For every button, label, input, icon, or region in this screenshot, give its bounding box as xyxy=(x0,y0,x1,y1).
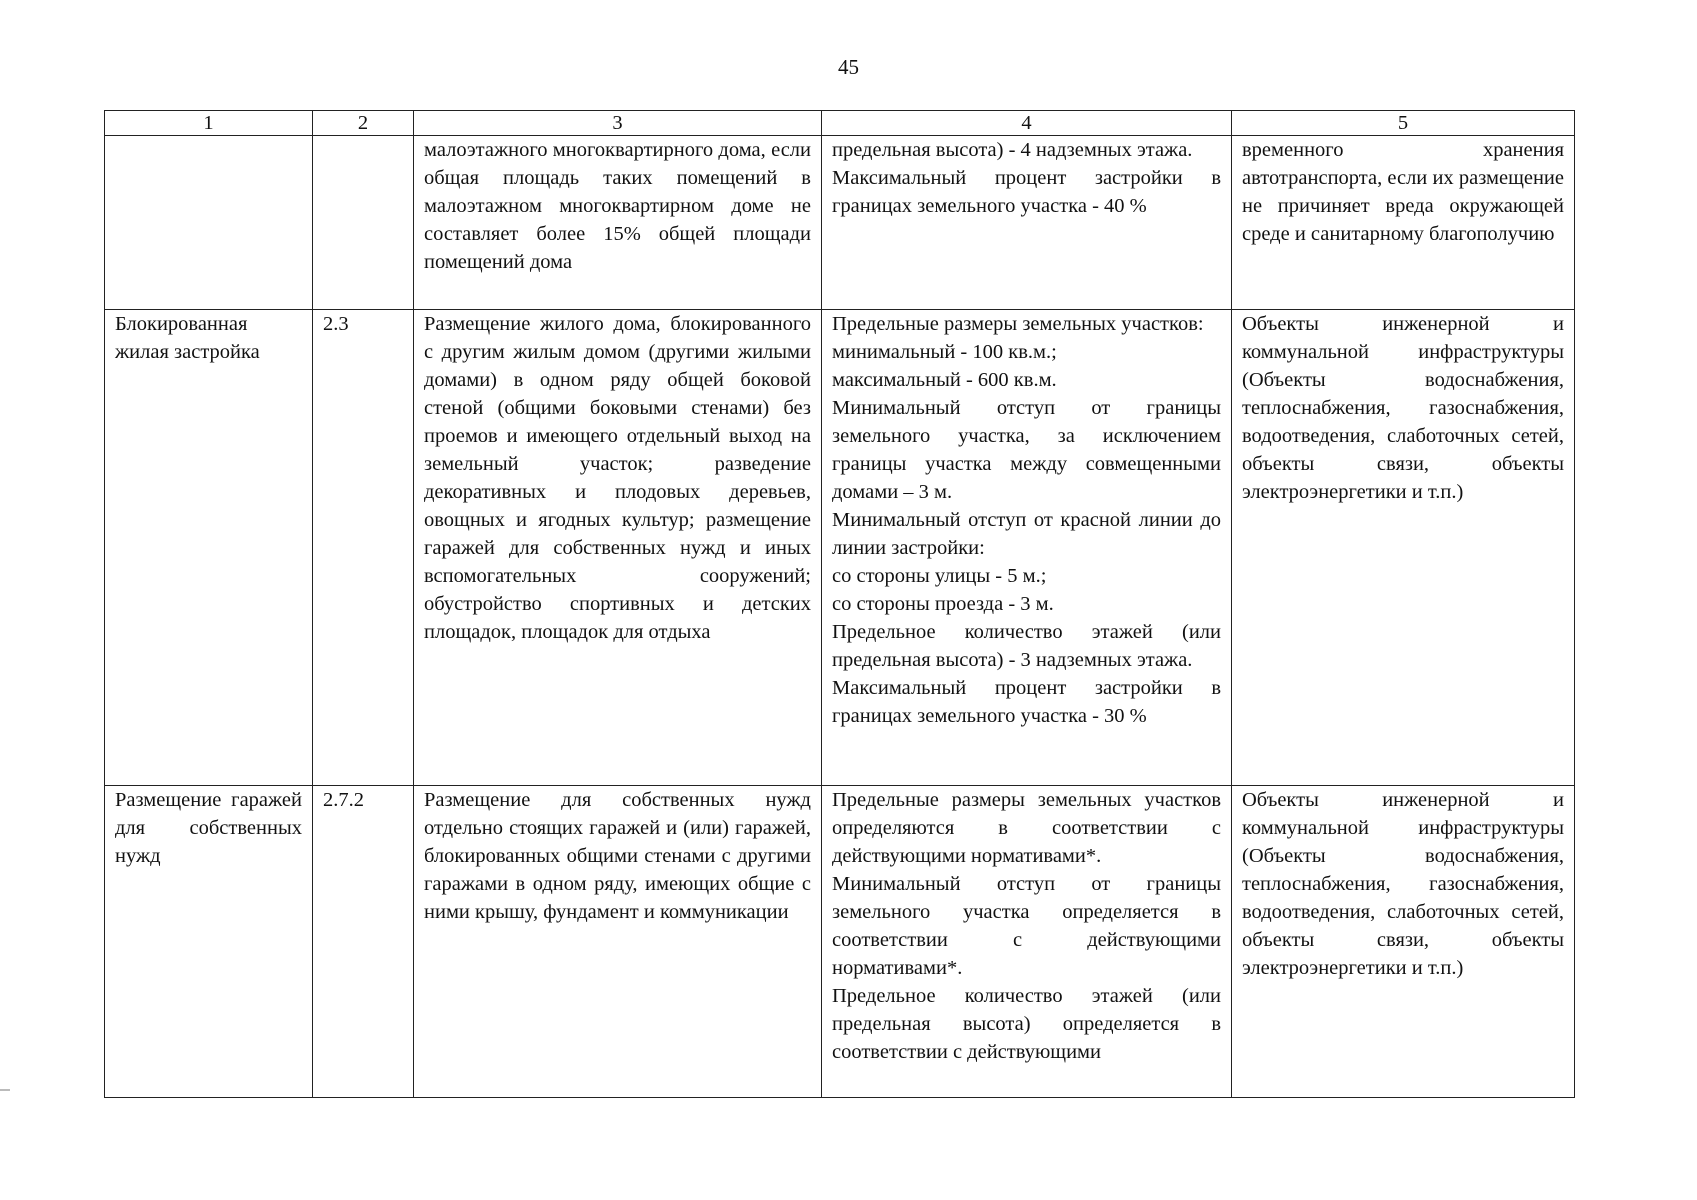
parameter-line: Предельное количество этажей (или предельная высота) определяется в соответствии с действующими xyxy=(832,985,1221,1063)
use-code-cell: 2.3 xyxy=(313,310,414,786)
column-header-4: 4 xyxy=(822,111,1232,136)
use-description-cell: Размещение для собственных нужд отдельно стоящих гаражей и (или) гаражей, блокированных общими стенами с другими гаражами в одном ряду, имеющих общие с ними крышу, фундамент и коммуникации xyxy=(414,786,822,1098)
table-row xyxy=(105,136,1575,310)
use-description-cell: Размещение жилого дома, блокированного с другим жилым домом (другими жилыми домами) в одном ряду общей боковой стеной (общими боковыми стенами) без проемов и имеющего отдельный выход на земельный участок; разведение декоративных и плодовых деревьев, овощных и ягодных культур; размещение гаражей для собственных нужд и иных вспомогательных сооружений; обустройство спортивных и детских площадок, площадок для отдыха xyxy=(414,310,822,786)
use-code-cell xyxy=(313,136,414,310)
parameter-line: Минимальный отступ от границы земельного участка определяется в соответствии с действующими нормативами*. xyxy=(832,873,1221,979)
column-header-3: 3 xyxy=(414,111,822,136)
parameters-cell xyxy=(822,136,1232,310)
parameter-line: Максимальный процент застройки в границах земельного участка - 40 % xyxy=(832,167,1221,217)
permitted-objects-cell: Объекты инженерной и коммунальной инфраструктуры (Объекты водоснабжения, теплоснабжения, газоснабжения, водоотведения, слаботочных сетей, объекты связи, объекты электроэнергетики и т.п.) xyxy=(1232,786,1575,1098)
parameter-line: максимальный - 600 кв.м. xyxy=(832,369,1057,391)
regulations-table xyxy=(104,110,1575,1098)
parameter-line: Предельные размеры земельных участков: xyxy=(832,313,1204,335)
parameter-line: Предельные размеры земельных участков определяются в соответствии с действующими нормативами*. xyxy=(832,789,1221,867)
parameters-cell xyxy=(822,310,1232,786)
permitted-objects-cell: Объекты инженерной и коммунальной инфраструктуры (Объекты водоснабжения, теплоснабжения, газоснабжения, водоотведения, слаботочных сетей, объекты связи, объекты электроэнергетики и т.п.) xyxy=(1232,310,1575,786)
use-code-cell: 2.7.2 xyxy=(313,786,414,1098)
page-number: 45 xyxy=(838,55,859,79)
parameter-line: Максимальный процент застройки в границах земельного участка - 30 % xyxy=(832,677,1221,727)
parameter-line: Минимальный отступ от красной линии до линии застройки: xyxy=(832,509,1221,559)
parameter-line: Минимальный отступ от границы земельного участка, за исключением границы участка между совмещенными домами – 3 м. xyxy=(832,397,1221,503)
use-name-cell xyxy=(105,136,313,310)
table-header-row xyxy=(105,111,1575,136)
parameter-line: Предельное количество этажей (или предельная высота) - 3 надземных этажа. xyxy=(832,621,1221,671)
table-row xyxy=(105,786,1575,1098)
use-description-cell: малоэтажного многоквартирного дома, если общая площадь таких помещений в малоэтажном многоквартирном доме не составляет более 15% общей площади помещений дома xyxy=(414,136,822,310)
parameter-line: со стороны проезда - 3 м. xyxy=(832,593,1054,615)
parameter-line: со стороны улицы - 5 м.; xyxy=(832,565,1047,587)
scan-margin-mark xyxy=(0,1089,10,1091)
permitted-objects-cell: временного хранения автотранспорта, если их размещение не причиняет вреда окружающей среде и санитарному благополучию xyxy=(1232,136,1575,310)
column-header-1: 1 xyxy=(105,111,313,136)
use-name-cell: Блокированная жилая застройка xyxy=(105,310,313,786)
table-row xyxy=(105,310,1575,786)
parameter-line: минимальный - 100 кв.м.; xyxy=(832,341,1057,363)
use-name-cell: Размещение гаражей для собственных нужд xyxy=(105,786,313,1098)
column-header-5: 5 xyxy=(1232,111,1575,136)
column-header-2: 2 xyxy=(313,111,414,136)
parameters-cell xyxy=(822,786,1232,1098)
parameter-line: предельная высота) - 4 надземных этажа. xyxy=(832,139,1193,161)
